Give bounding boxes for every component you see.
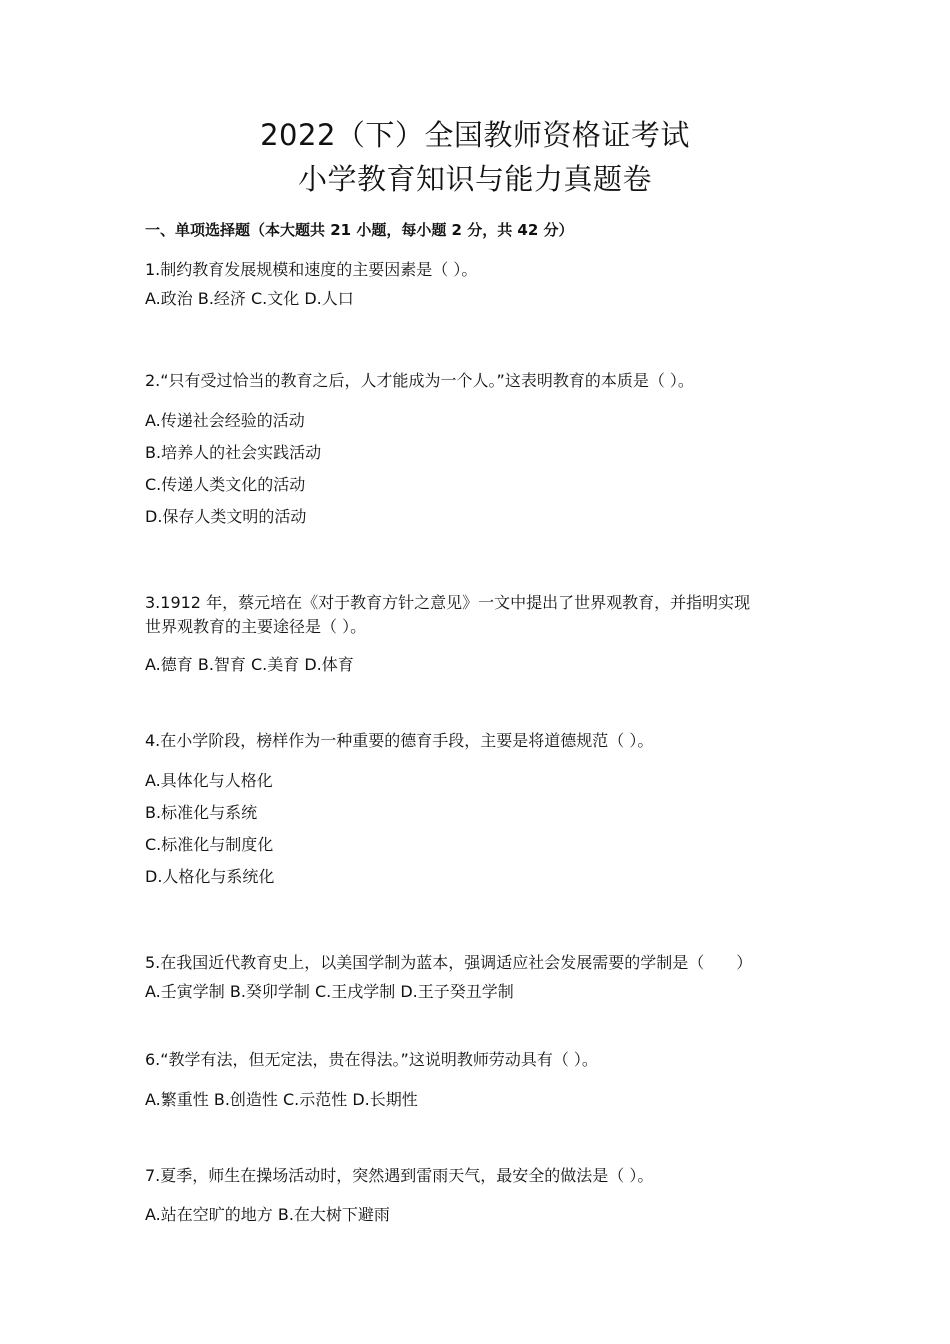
question-1-stem: 1.制约教育发展规模和速度的主要因素是（ ）。 xyxy=(145,260,478,279)
question-4-option-c: C.标准化与制度化 xyxy=(145,835,274,854)
question-4-option-a: A.具体化与人格化 xyxy=(145,771,273,790)
exam-title-line-2: 小学教育知识与能力真题卷 xyxy=(297,162,652,196)
question-3-stem-line-1: 3.1912 年，蔡元培在《对于教育方针之意见》一文中提出了世界观教育，并指明实现 xyxy=(145,593,751,612)
question-6-options: A.繁重性 B.创造性 C.示范性 D.长期性 xyxy=(145,1090,418,1109)
question-2-option-a: A.传递社会经验的活动 xyxy=(145,411,305,430)
question-2-stem: 2.“只有受过恰当的教育之后，人才能成为一个人。”这表明教育的本质是（ ）。 xyxy=(145,371,694,390)
question-5-options: A.壬寅学制 B.癸卯学制 C.王戌学制 D.王子癸丑学制 xyxy=(145,982,514,1001)
question-4-stem: 4.在小学阶段，榜样作为一种重要的德育手段，主要是将道德规范（ ）。 xyxy=(145,731,654,750)
question-2-option-c: C.传递人类文化的活动 xyxy=(145,475,306,494)
question-2-option-b: B.培养人的社会实践活动 xyxy=(145,443,322,462)
question-7-stem: 7.夏季，师生在操场活动时，突然遇到雷雨天气，最安全的做法是（ ）。 xyxy=(145,1166,654,1185)
question-4-option-b: B.标准化与系统 xyxy=(145,803,258,822)
question-3-options: A.德育 B.智育 C.美育 D.体育 xyxy=(145,655,354,674)
question-5-stem: 5.在我国近代教育史上，以美国学制为蓝本，强调适应社会发展需要的学制是（ ） xyxy=(145,953,753,972)
question-6-stem: 6.“教学有法，但无定法，贵在得法。”这说明教师劳动具有（ ）。 xyxy=(145,1050,598,1069)
exam-title-line-1: 2022（下）全国教师资格证考试 xyxy=(260,118,690,152)
question-2-option-d: D.保存人类文明的活动 xyxy=(145,507,307,526)
question-7-options: A.站在空旷的地方 B.在大树下避雨 xyxy=(145,1205,390,1224)
question-3-stem-line-2: 世界观教育的主要途径是（ ）。 xyxy=(145,617,367,636)
question-4-option-d: D.人格化与系统化 xyxy=(145,867,275,886)
question-1-options: A.政治 B.经济 C.文化 D.人口 xyxy=(145,289,354,308)
section-heading: 一、单项选择题（本大题共 21 小题，每小题 2 分，共 42 分） xyxy=(145,221,574,239)
